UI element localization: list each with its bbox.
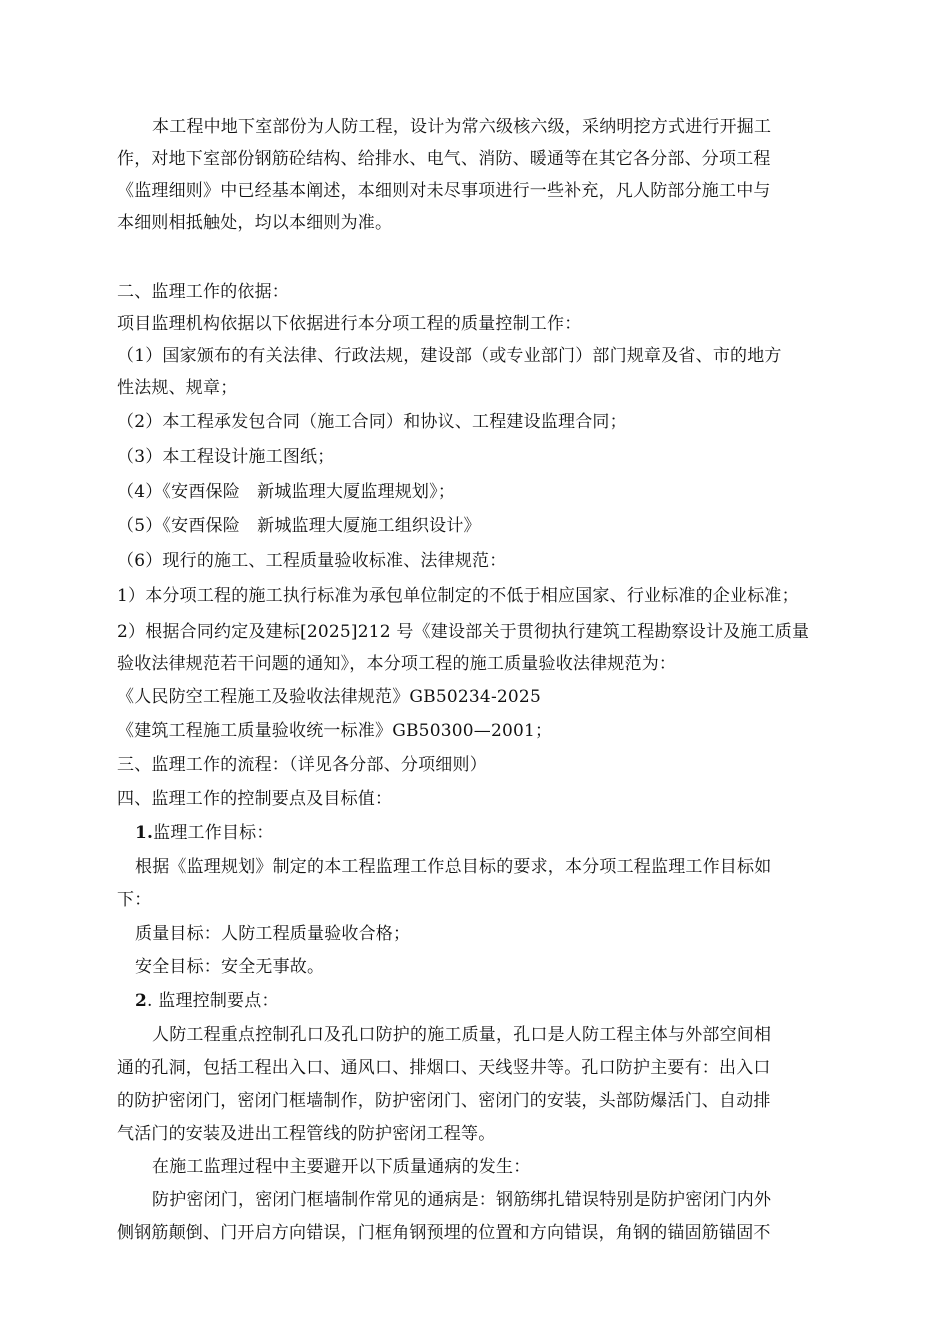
subsection2-title: . 监理控制要点：: [147, 991, 279, 1011]
intro-line-1: 本工程中地下室部份为人防工程，设计为常六级核六级，采纳明挖方式进行开掘工: [152, 117, 772, 137]
section2-item: 1）本分项工程的施工执行标准为承包单位制定的不低于相应国家、行业标准的企业标准；: [117, 586, 799, 606]
subsection1-heading: [135, 822, 274, 844]
subsection2-para1-line: 通的孔洞，包括工程出入口、通风口、排烟口、天线竖井等。孔口防护主要有：出入口: [117, 1058, 771, 1078]
intro-line-4: 本细则相抵触处，均以本细则为准。: [117, 213, 393, 233]
subsection2-number: 2: [135, 991, 148, 1011]
subsection2-para3-line: 侧钢筋颠倒、门开启方向错误，门框角钢预埋的位置和方向错误，角钢的锚固筋锚固不: [117, 1223, 771, 1243]
section2-item: 性法规、规章；: [117, 378, 238, 398]
subsection2-para1-line: 人防工程重点控制孔口及孔口防护的施工质量，孔口是人防工程主体与外部空间相: [152, 1025, 772, 1045]
subsection2-heading: [135, 990, 279, 1012]
section2-item: （4）《安酉保险 新城监理大厦监理规划》；: [117, 482, 456, 502]
section2-item: （3）本工程设计施工图纸；: [117, 447, 335, 467]
section4-heading: 四、监理工作的控制要点及目标值：: [117, 789, 393, 809]
intro-line-3: 《监理细则》中已经基本阐述，本细则对未尽事项进行一些补充，凡人防部分施工中与: [117, 181, 771, 201]
section2-lead: 项目监理机构依据以下依据进行本分项工程的质量控制工作：: [117, 314, 582, 334]
section2-item: （1）国家颁布的有关法律、行政法规，建设部（或专业部门）部门规章及省、市的地方: [117, 346, 782, 366]
section2-heading: 二、监理工作的依据：: [117, 282, 289, 302]
section2-item: （2）本工程承发包合同（施工合同）和协议、工程建设监理合同；: [117, 412, 627, 432]
section2-item: 验收法律规范若干问题的通知》，本分项工程的施工质量验收法律规范为：: [117, 654, 677, 674]
subsection2-para1-line: 的防护密闭门，密闭门框墙制作，防护密闭门、密闭门的安装，头部防爆活门、自动排: [117, 1091, 771, 1111]
section2-item: 《人民防空工程施工及验收法律规范》GB50234-2025: [117, 687, 541, 707]
subsection1-title: 监理工作目标：: [153, 823, 274, 843]
section2-item: 《建筑工程施工质量验收统一标准》GB50300—2001；: [117, 721, 553, 741]
subsection2-para2: 在施工监理过程中主要避开以下质量通病的发生：: [152, 1157, 531, 1177]
subsection2-para1-line: 气活门的安装及进出工程管线的防护密闭工程等。: [117, 1124, 496, 1144]
subsection1-number: 1.: [135, 823, 154, 843]
subsection2-para3-line: 防护密闭门，密闭门框墙制作常见的通病是：钢筋绑扎错误特别是防护密闭门内外: [152, 1190, 772, 1210]
section2-item: （6）现行的施工、工程质量验收标准、法律规范：: [117, 551, 507, 571]
subsection1-text-line-2: 下：: [117, 890, 152, 910]
section2-item: 2）根据合同约定及建标[2025]212 号《建设部关于贯彻执行建筑工程勘察设计及施工质量: [117, 622, 810, 642]
intro-line-2: 作，对地下室部份钢筋砼结构、给排水、电气、消防、暖通等在其它各分部、分项工程: [117, 149, 771, 169]
safety-goal: 安全目标：安全无事故。: [135, 957, 325, 977]
subsection1-text-line-1: 根据《监理规划》制定的本工程监理工作总目标的要求，本分项工程监理工作目标如: [135, 857, 772, 877]
section3-heading: 三、监理工作的流程：（详见各分部、分项细则）: [117, 755, 487, 775]
section2-item: （5）《安酉保险 新城监理大厦施工组织设计》: [117, 516, 481, 536]
quality-goal: 质量目标：人防工程质量验收合格；: [135, 924, 411, 944]
